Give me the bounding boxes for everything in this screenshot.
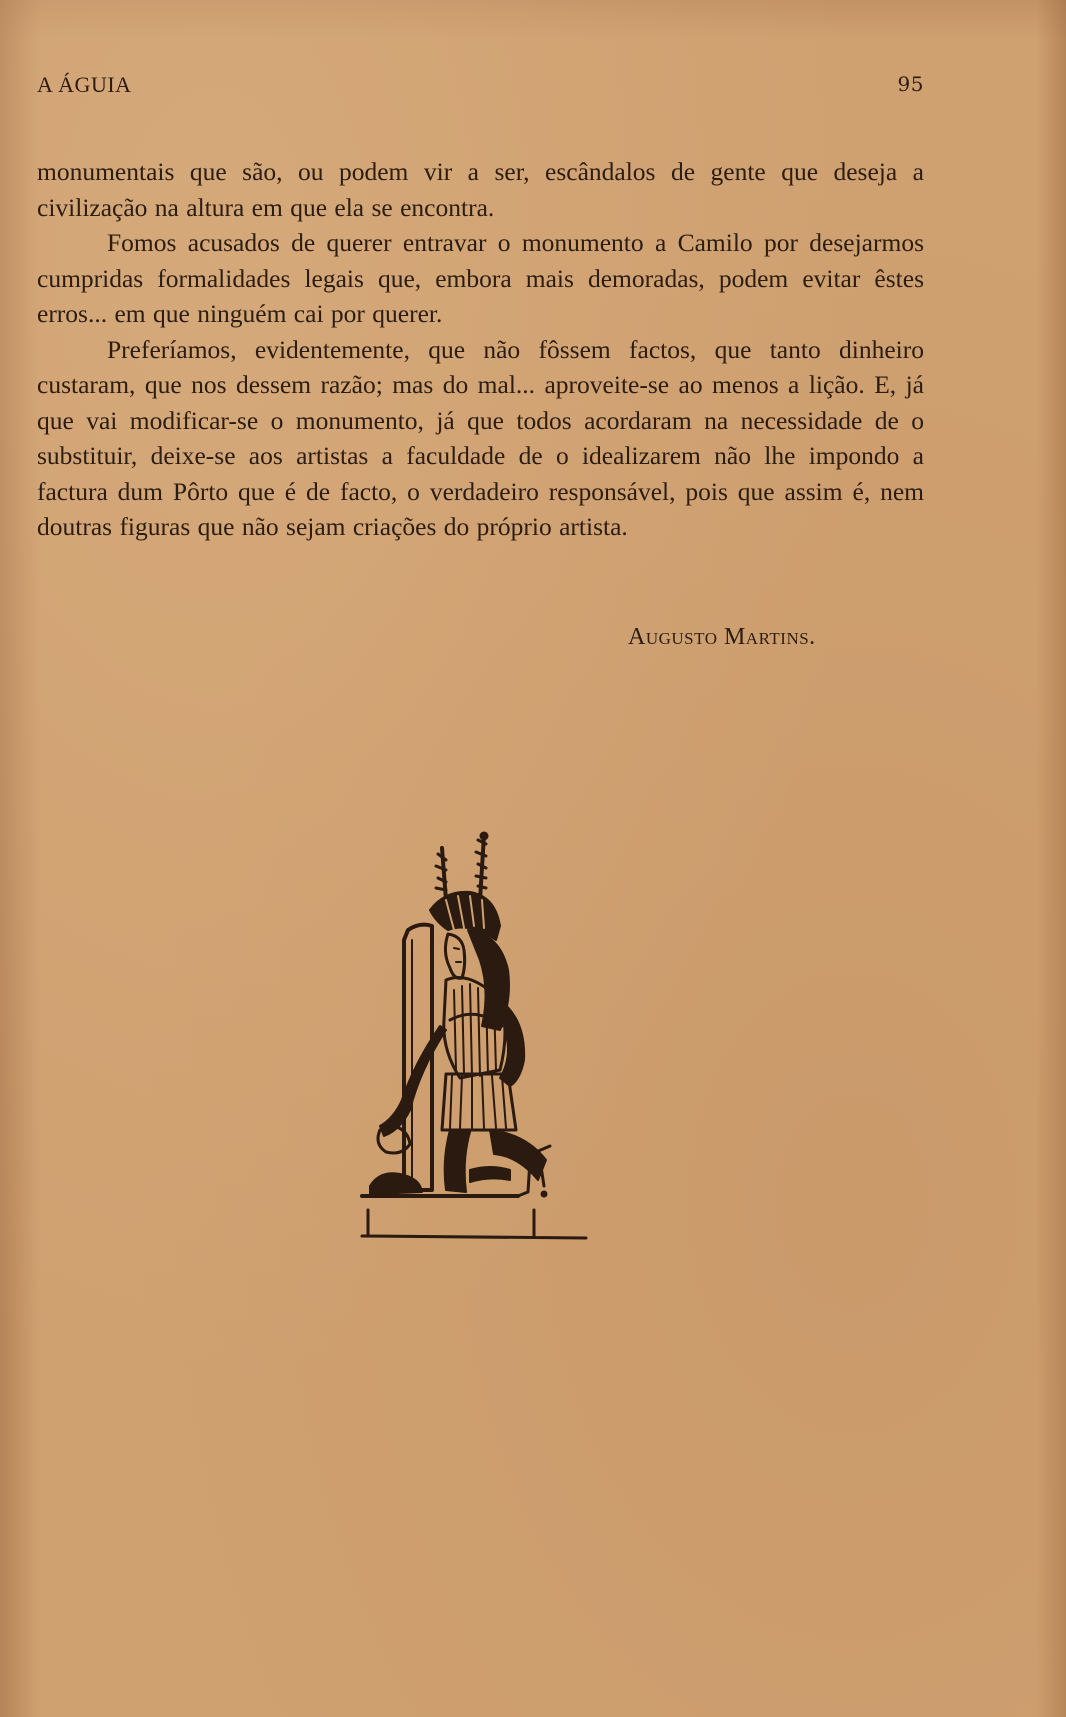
page-number: 95 (897, 72, 924, 96)
paragraph: Preferíamos, evidentemente, que não fôssem factos, que tanto dinheiro custaram, que nos dessem razão; mas do mal... aproveite-se ao menos a lição. E, já que vai modificar-se o monumento, já que todos acordaram na necessidade de o substituir, deixe-se aos artistas a faculdade de o idealizarem não lhe impondo a factura dum Pôrto que é de facto, o verdadeiro responsável, pois que assim é, nem doutras figuras que não sejam criações do próprio artista. (37, 334, 924, 541)
running-head (37, 72, 924, 102)
author-signature: Augusto Martins. (628, 624, 816, 650)
journal-title: A ÁGUIA (37, 72, 132, 97)
article-body (37, 154, 924, 545)
paragraph: Fomos acusados de querer entravar o monumento a Camilo por desejarmos cumpridas formalidades legais que, embora mais demoradas, podem evitar êstes erros... em que ninguém cai por querer. (37, 228, 924, 328)
paragraph-continuation: monumentais que são, ou podem vir a ser, escândalos de gente que deseja a civilização na altura em que ela se encontra. (37, 157, 924, 222)
woodcut-figure-vignette-icon (350, 830, 600, 1282)
